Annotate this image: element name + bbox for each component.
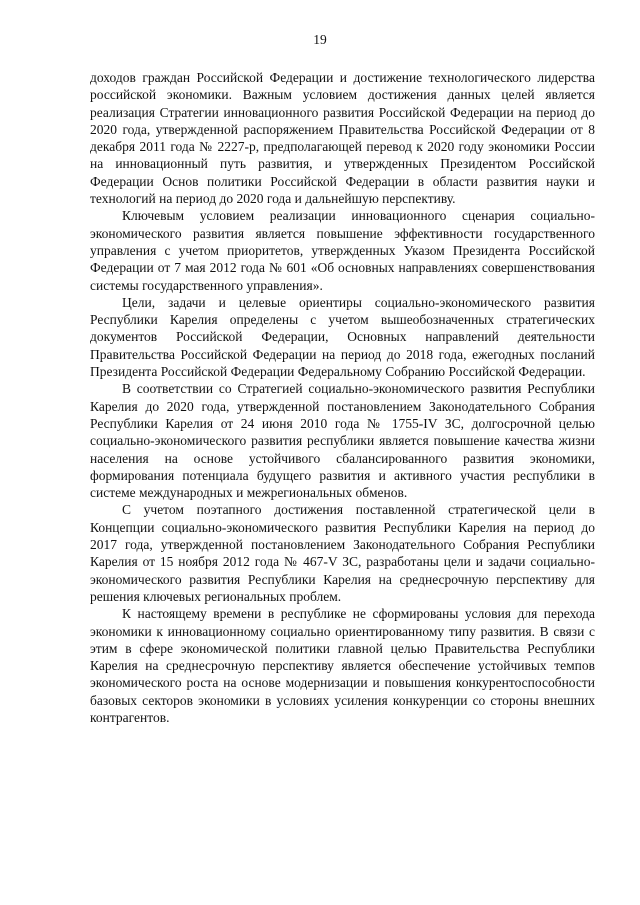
paragraph-goals: Цели, задачи и целевые ориентиры социально-экономического развития Республики Карелия определены с учетом вышеобозначенных стратегических документов Российской Федерации, Основных направлений деятельности Правительства Российской Федерации на период до 2018 года, ежегодных посланий Президента Российской Федерации Федеральному Собранию Российской Федерации. — [90, 294, 595, 380]
paragraph-key-condition: Ключевым условием реализации инновационного сценария социально-экономического развития является повышение эффективности государственного управления с учетом приоритетов, утвержденных Указом Президента Российской Федерации от 7 мая 2012 года № 601 «Об основных направлениях совершенствования системы государственного управления». — [90, 208, 595, 293]
paragraph-strategy: В соответствии со Стратегией социально-экономического развития Республики Карелия до 2020 года, утвержденной постановлением Законодательного Собрания Республики Карелия от 24 июня 2010 года № 1755-IV ЗС, долгосрочной целью социально-экономического развития республики является повышение качества жизни населения на основе устойчивого сбалансированного развития экономики, формирования потенциала будущего развития и активного участия республики в системе международных и межрегиональных обменов. — [90, 381, 595, 501]
document-body — [90, 69, 595, 726]
paragraph-continuation: доходов граждан Российской Федерации и достижение технологического лидерства российской экономики. Важным условием достижения данных целей является реализация Стратегии инновационного развития Российской Федерации на период до 2020 года, утвержденной распоряжением Правительства Российской Федерации от 8 декабря 2011 года № 2227-р, предполагающей перевод к 2020 году экономики России на инновационный путь развития, и утвержденных Президентом Российской Федерации Основ политики Российской Федерации в области развития науки и технологий на период до 2020 года и дальнейшую перспективу. — [90, 70, 595, 207]
paragraph-current-state: К настоящему времени в республике не сформированы условия для перехода экономики к инновационному социально ориентированному типу развития. В связи с этим в сфере экономической политики главной целью Правительства Республики Карелия на среднесрочную перспективу является обеспечение устойчивых темпов экономического роста на основе модернизации и повышения конкурентоспособности базовых секторов экономики в условиях усиления конкуренции со стороны внешних контрагентов. — [90, 606, 595, 725]
page-number: 19 — [313, 32, 327, 47]
paragraph-concept: С учетом поэтапного достижения поставленной стратегической цели в Концепции социально-экономического развития Республики Карелия на период до 2017 года, утвержденной постановлением Законодательного Собрания Республики Карелия от 15 ноября 2012 года № 467-V ЗС, разработаны цели и задачи социально-экономического развития Республики Карелия на среднесрочную перспективу для решения ключевых региональных проблем. — [90, 502, 595, 604]
